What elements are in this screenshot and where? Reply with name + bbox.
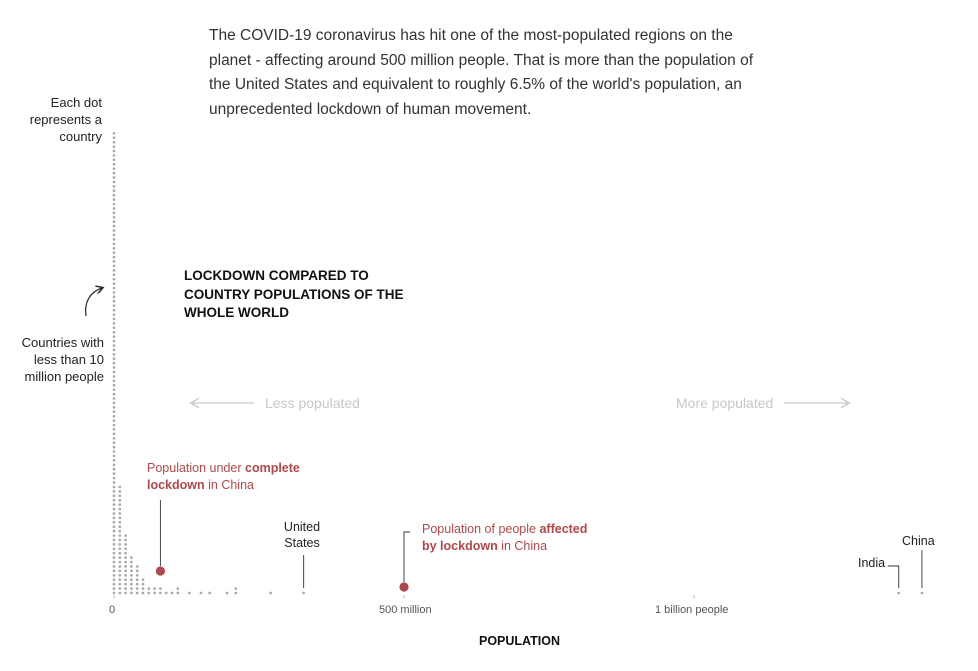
- country-dot: [136, 583, 139, 586]
- country-dot: [897, 592, 900, 595]
- country-dot: [113, 592, 116, 595]
- country-dot: [113, 238, 116, 241]
- country-dot: [118, 490, 121, 493]
- country-dot: [118, 486, 121, 489]
- country-dot: [130, 578, 133, 581]
- label-united-states: United States: [283, 520, 321, 550]
- country-dot: [124, 570, 127, 573]
- country-dot: [113, 335, 116, 338]
- country-dot: [124, 539, 127, 542]
- country-dot: [113, 433, 116, 436]
- country-dot: [113, 304, 116, 307]
- country-dot: [269, 592, 272, 595]
- country-dot: [113, 331, 116, 334]
- country-dot: [113, 437, 116, 440]
- label-india: India: [858, 556, 886, 570]
- country-dot: [113, 265, 116, 268]
- country-dot: [124, 578, 127, 581]
- country-dot: [118, 570, 121, 573]
- country-dot: [113, 158, 116, 161]
- country-dot: [113, 574, 116, 577]
- country-dot: [113, 225, 116, 228]
- country-dot: [124, 592, 127, 595]
- country-dot: [118, 587, 121, 590]
- country-dot: [113, 428, 116, 431]
- country-dot: [130, 561, 133, 564]
- annotation-affected-lockdown: Population of people affected by lockdown in China: [422, 522, 588, 553]
- country-dot: [176, 592, 179, 595]
- country-dot: [113, 397, 116, 400]
- country-dot: [113, 167, 116, 170]
- country-dot: [208, 592, 211, 595]
- country-dot: [113, 508, 116, 511]
- country-dot: [113, 207, 116, 210]
- country-dot: [136, 570, 139, 573]
- country-dot: [113, 490, 116, 493]
- country-dot: [136, 565, 139, 568]
- country-dot: [176, 587, 179, 590]
- country-dot: [113, 269, 116, 272]
- country-dot: [118, 539, 121, 542]
- country-dot: [113, 561, 116, 564]
- country-dot: [113, 132, 116, 135]
- country-dot: [113, 587, 116, 590]
- country-dot: [136, 592, 139, 595]
- country-dot: [118, 499, 121, 502]
- country-dot: [113, 371, 116, 374]
- country-dot: [200, 592, 203, 595]
- country-dot: [113, 357, 116, 360]
- country-dot: [142, 578, 145, 581]
- country-dot: [136, 574, 139, 577]
- country-dot: [113, 517, 116, 520]
- country-dot: [118, 556, 121, 559]
- country-dot: [113, 539, 116, 542]
- country-dot: [113, 220, 116, 223]
- country-dot: [113, 309, 116, 312]
- country-dot: [130, 565, 133, 568]
- country-dot: [118, 534, 121, 537]
- more-populated-label: More populated: [676, 395, 774, 411]
- complete-lockdown-marker: [156, 566, 165, 575]
- country-dot: [113, 521, 116, 524]
- country-dot: [113, 278, 116, 281]
- country-dot: [113, 362, 116, 365]
- country-dot: [136, 578, 139, 581]
- legend-each-dot: Each dot represents a country: [29, 95, 102, 144]
- country-dot: [113, 503, 116, 506]
- country-dot: [124, 543, 127, 546]
- country-dot: [113, 565, 116, 568]
- country-dot: [153, 592, 156, 595]
- country-dot: [124, 565, 127, 568]
- chart-title: LOCKDOWN COMPARED TO COUNTRY POPULATIONS OF THE WHOLE WORLD: [184, 268, 404, 320]
- country-dot: [118, 565, 121, 568]
- country-dot: [113, 273, 116, 276]
- country-dot: [113, 481, 116, 484]
- country-dot: [124, 547, 127, 550]
- country-dot: [113, 282, 116, 285]
- country-dot: [113, 534, 116, 537]
- x-tick-0: 0: [109, 604, 116, 616]
- country-dot: [113, 216, 116, 219]
- country-dot: [113, 494, 116, 497]
- country-dot: [113, 530, 116, 533]
- country-dot: [113, 486, 116, 489]
- country-dot: [113, 318, 116, 321]
- country-dot: [113, 419, 116, 422]
- less-populated-label: Less populated: [265, 395, 360, 411]
- country-dot: [113, 150, 116, 153]
- country-dot: [118, 578, 121, 581]
- country-dot: [113, 583, 116, 586]
- country-dot: [113, 189, 116, 192]
- country-dot: [118, 503, 121, 506]
- country-dot: [113, 234, 116, 237]
- country-dot: [118, 574, 121, 577]
- country-dot: [142, 583, 145, 586]
- country-dot: [113, 477, 116, 480]
- country-dot: [113, 455, 116, 458]
- country-dot: [226, 592, 229, 595]
- country-dot: [165, 592, 168, 595]
- country-dot: [113, 229, 116, 232]
- country-dot: [113, 410, 116, 413]
- country-dot: [113, 525, 116, 528]
- country-dot: [113, 260, 116, 263]
- country-dot: [921, 592, 924, 595]
- country-dot: [302, 592, 305, 595]
- country-dot: [113, 141, 116, 144]
- country-dot: [130, 592, 133, 595]
- country-dot: [153, 587, 156, 590]
- country-dot: [113, 176, 116, 179]
- country-dot: [130, 570, 133, 573]
- country-dot: [113, 340, 116, 343]
- country-dot: [113, 353, 116, 356]
- country-dot: [159, 587, 162, 590]
- country-dot: [113, 472, 116, 475]
- country-dot: [124, 587, 127, 590]
- country-dot: [118, 543, 121, 546]
- country-dot: [113, 172, 116, 175]
- country-dot: [113, 344, 116, 347]
- country-dot: [113, 203, 116, 206]
- country-dot: [124, 583, 127, 586]
- country-dot: [147, 592, 150, 595]
- country-dot: [130, 556, 133, 559]
- country-dot: [118, 561, 121, 564]
- country-dot: [113, 256, 116, 259]
- country-dot: [113, 388, 116, 391]
- country-dot: [147, 587, 150, 590]
- x-tick-500-million: 500 million: [379, 604, 432, 616]
- country-dot: [113, 163, 116, 166]
- annotation-complete-lockdown: Population under complete lockdown in China: [147, 461, 300, 492]
- country-dot: [113, 194, 116, 197]
- country-dot: [113, 198, 116, 201]
- intro-paragraph: The COVID-19 coronavirus has hit one of the most-populated regions on the planet - affecting around 500 million people. That is more than the population of the United States and equivalent to roughly 6.5% of the world's population, an unprecedented lockdown of human movement.: [209, 27, 754, 118]
- x-tick-1-billion: 1 billion people: [655, 604, 729, 616]
- country-dot: [113, 446, 116, 449]
- country-dot: [113, 366, 116, 369]
- small-countries-arrow: [86, 288, 102, 316]
- country-dot: [118, 512, 121, 515]
- country-dot: [118, 517, 121, 520]
- country-dot: [113, 136, 116, 139]
- country-dot: [171, 592, 174, 595]
- country-dot: [113, 499, 116, 502]
- country-dot: [118, 592, 121, 595]
- country-dot: [130, 583, 133, 586]
- country-dot: [136, 587, 139, 590]
- country-dot: [113, 247, 116, 250]
- country-dot: [113, 424, 116, 427]
- label-china: China: [902, 534, 935, 548]
- country-dot: [113, 251, 116, 254]
- country-dot: [124, 534, 127, 537]
- country-dot: [113, 547, 116, 550]
- country-dot: [113, 326, 116, 329]
- country-dot: [113, 459, 116, 462]
- country-dot: [130, 574, 133, 577]
- country-dot: [113, 296, 116, 299]
- country-dot: [113, 570, 116, 573]
- country-dot: [188, 592, 191, 595]
- country-dot: [118, 525, 121, 528]
- country-dot: [234, 592, 237, 595]
- country-dot: [113, 393, 116, 396]
- legend-small-countries: Countries with less than 10 million people: [21, 335, 104, 384]
- country-dot: [113, 154, 116, 157]
- country-dot: [159, 592, 162, 595]
- country-dot: [124, 552, 127, 555]
- country-dot: [118, 494, 121, 497]
- country-dot: [113, 415, 116, 418]
- country-dot: [130, 587, 133, 590]
- country-dot: [113, 512, 116, 515]
- country-dot: [124, 561, 127, 564]
- country-dot: [113, 322, 116, 325]
- x-axis-title: POPULATION: [479, 634, 561, 648]
- country-dot: [113, 552, 116, 555]
- country-dot: [113, 145, 116, 148]
- country-dot: [118, 583, 121, 586]
- country-dot: [113, 450, 116, 453]
- country-dot: [118, 547, 121, 550]
- country-dot: [118, 508, 121, 511]
- country-dot: [113, 441, 116, 444]
- country-dot: [113, 556, 116, 559]
- country-dot: [113, 406, 116, 409]
- country-dot: [113, 291, 116, 294]
- country-dot: [113, 287, 116, 290]
- country-dot: [142, 592, 145, 595]
- country-dot: [113, 578, 116, 581]
- country-dot: [113, 212, 116, 215]
- country-dot: [113, 384, 116, 387]
- country-dot: [113, 313, 116, 316]
- affected-lockdown-marker: [399, 582, 408, 591]
- country-dot: [113, 463, 116, 466]
- country-dot: [113, 402, 116, 405]
- country-dot: [113, 543, 116, 546]
- leader-india: [888, 566, 899, 588]
- country-dot: [118, 530, 121, 533]
- country-dot: [113, 300, 116, 303]
- country-dot: [118, 552, 121, 555]
- country-dot: [142, 587, 145, 590]
- country-dot: [113, 379, 116, 382]
- leader-affected-lockdown: [404, 532, 410, 582]
- country-dot: [118, 521, 121, 524]
- country-dot: [113, 349, 116, 352]
- country-dot: [124, 574, 127, 577]
- country-dot: [113, 375, 116, 378]
- country-dot: [124, 556, 127, 559]
- country-dot: [113, 468, 116, 471]
- country-dot: [113, 181, 116, 184]
- country-dot: [113, 242, 116, 245]
- country-dot: [113, 185, 116, 188]
- country-dot: [234, 587, 237, 590]
